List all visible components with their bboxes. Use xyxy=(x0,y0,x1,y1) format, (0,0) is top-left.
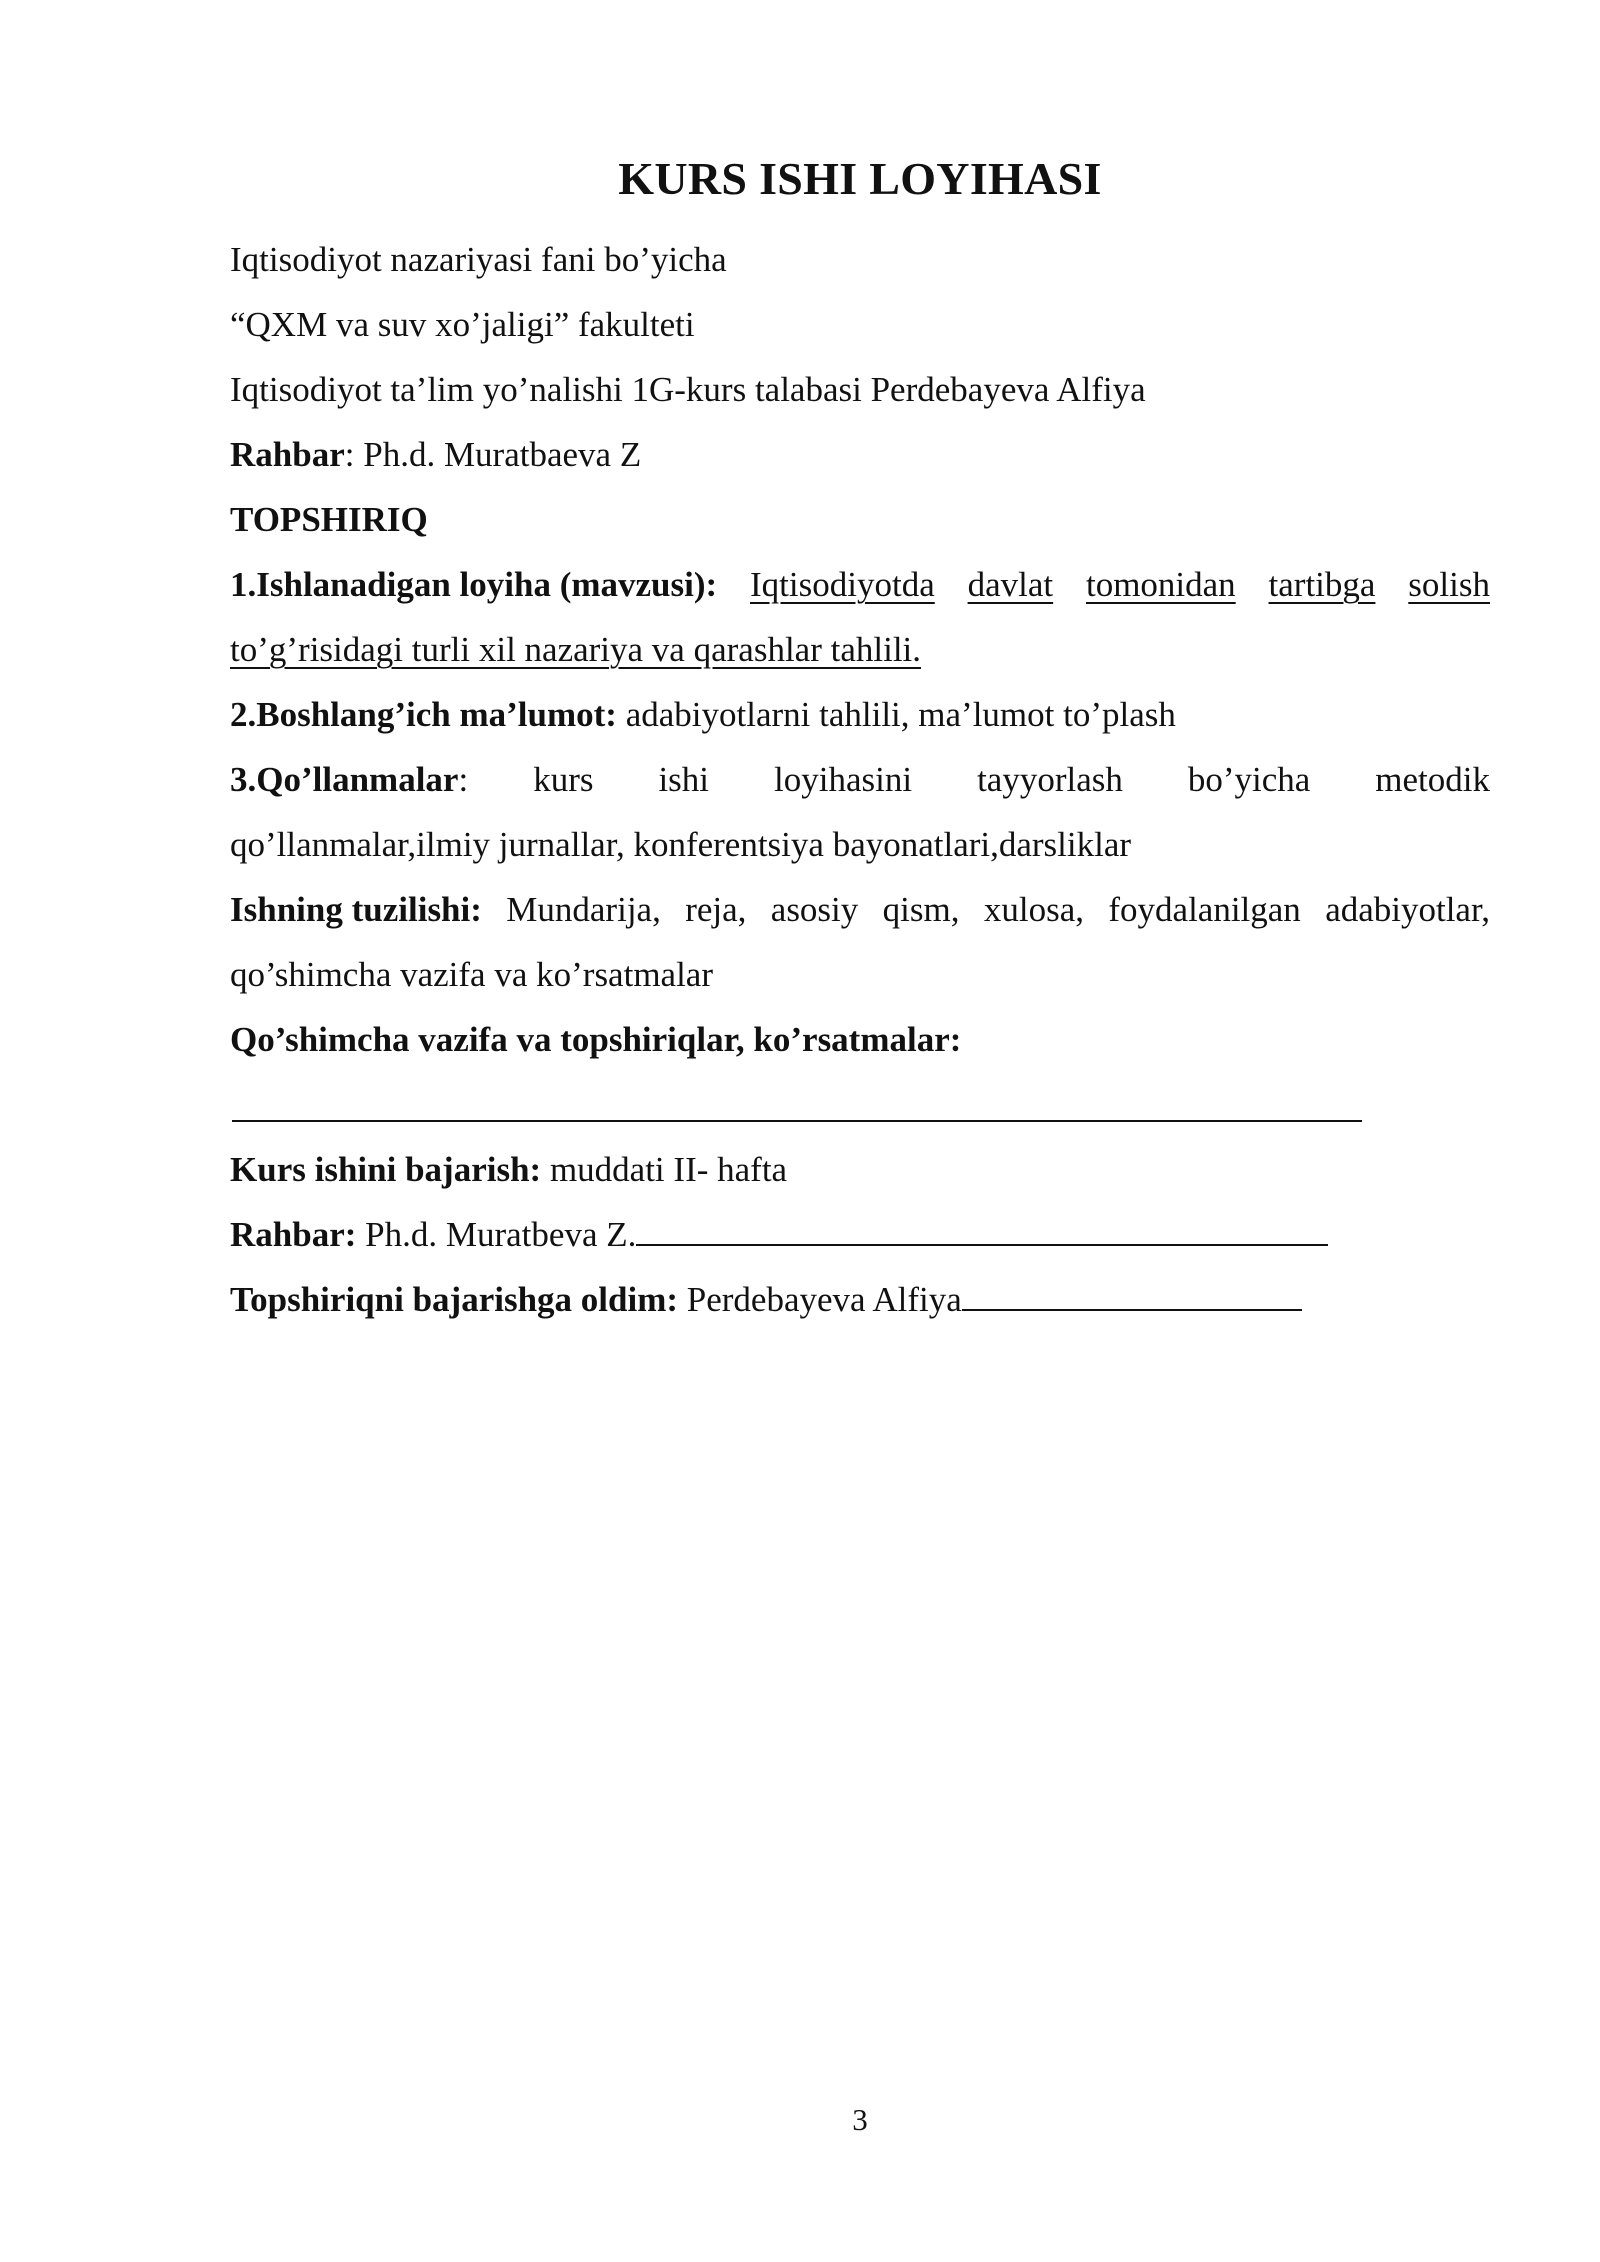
deadline-value: muddati II- hafta xyxy=(541,1150,788,1189)
item2-value: adabiyotlarni tahlili, ma’lumot to’plash xyxy=(616,695,1176,734)
structure-line2: qo’shimcha vazifa va ko’rsatmalar xyxy=(230,955,713,994)
document-title: KURS ISHI LOYIHASI xyxy=(618,153,1102,204)
item1-word: solish xyxy=(1408,565,1490,604)
supervisor-signature-value: Ph.d. Muratbeva Z. xyxy=(356,1215,637,1254)
deadline-label: Kurs ishini bajarish: xyxy=(230,1150,542,1189)
structure-word: Mundarija, xyxy=(506,890,661,929)
item2-line xyxy=(230,682,1490,747)
item1-label: 1.Ishlanadigan loyiha (mavzusi): xyxy=(230,565,718,604)
item3-word: ishi xyxy=(658,760,710,799)
structure-word: adabiyotlar, xyxy=(1325,890,1490,929)
item1-line2 xyxy=(230,617,1490,682)
extra-tasks-heading: Qo’shimcha vazifa va topshiriqlar, ko’rsatmalar: xyxy=(230,1020,962,1059)
supervisor-label: Rahbar xyxy=(230,435,345,474)
item3-word: metodik xyxy=(1375,760,1490,799)
item1-word: Iqtisodiyotda xyxy=(750,565,935,604)
faculty-line: “QXM va suv xo’jaligi” fakulteti xyxy=(230,305,695,344)
subject-line: Iqtisodiyot nazariyasi fani bo’yicha xyxy=(230,240,727,279)
structure-label: Ishning tuzilishi: xyxy=(230,890,482,929)
item1-word: tartibga xyxy=(1268,565,1376,604)
assignment-heading: TOPSHIRIQ xyxy=(230,500,428,539)
item1-word: tomonidan xyxy=(1085,565,1236,604)
supervisor-signature-line xyxy=(230,1202,1490,1267)
item3-label: 3.Qo’llanmalar xyxy=(230,760,459,799)
signature-blank xyxy=(636,1210,1328,1246)
structure-word: foydalanilgan xyxy=(1108,890,1301,929)
item1-word: davlat xyxy=(967,565,1054,604)
page-number: 3 xyxy=(852,2102,868,2137)
supervisor-signature-label: Rahbar: xyxy=(230,1215,357,1254)
item3-word: bo’yicha xyxy=(1187,760,1311,799)
item3-line2: qo’llanmalar,ilmiy jurnallar, konferentsiya bayonatlari,darsliklar xyxy=(230,825,1132,864)
item3-colon: : xyxy=(458,760,469,799)
accepted-value: Perdebayeva Alfiya xyxy=(678,1280,962,1319)
structure-word: reja, xyxy=(685,890,747,929)
item2-label: 2.Boshlang’ich ma’lumot: xyxy=(230,695,617,734)
supervisor-line xyxy=(230,422,1490,487)
structure-word: xulosa, xyxy=(983,890,1084,929)
deadline-line xyxy=(230,1137,1490,1202)
item1-line1 xyxy=(230,552,1490,617)
signature-blank xyxy=(962,1275,1302,1311)
accepted-signature-line xyxy=(230,1267,1490,1332)
supervisor-value: : Ph.d. Muratbaeva Z xyxy=(344,435,642,474)
item3-word: loyihasini xyxy=(774,760,913,799)
student-line: Iqtisodiyot ta’lim yo’nalishi 1G-kurs talabasi Perdebayeva Alfiya xyxy=(230,370,1146,409)
item3-word: tayyorlash xyxy=(977,760,1123,799)
structure-word: qism, xyxy=(882,890,960,929)
blank-line-rule xyxy=(232,1120,1362,1122)
item3-line1 xyxy=(230,747,1490,812)
structure-word: asosiy xyxy=(770,890,859,929)
structure-line1 xyxy=(230,877,1490,942)
accepted-label: Topshiriqni bajarishga oldim: xyxy=(230,1280,679,1319)
item3-word: kurs xyxy=(533,760,594,799)
item1-topic-continued: to’g’risidagi turli xil nazariya va qarashlar tahlili. xyxy=(230,630,922,669)
